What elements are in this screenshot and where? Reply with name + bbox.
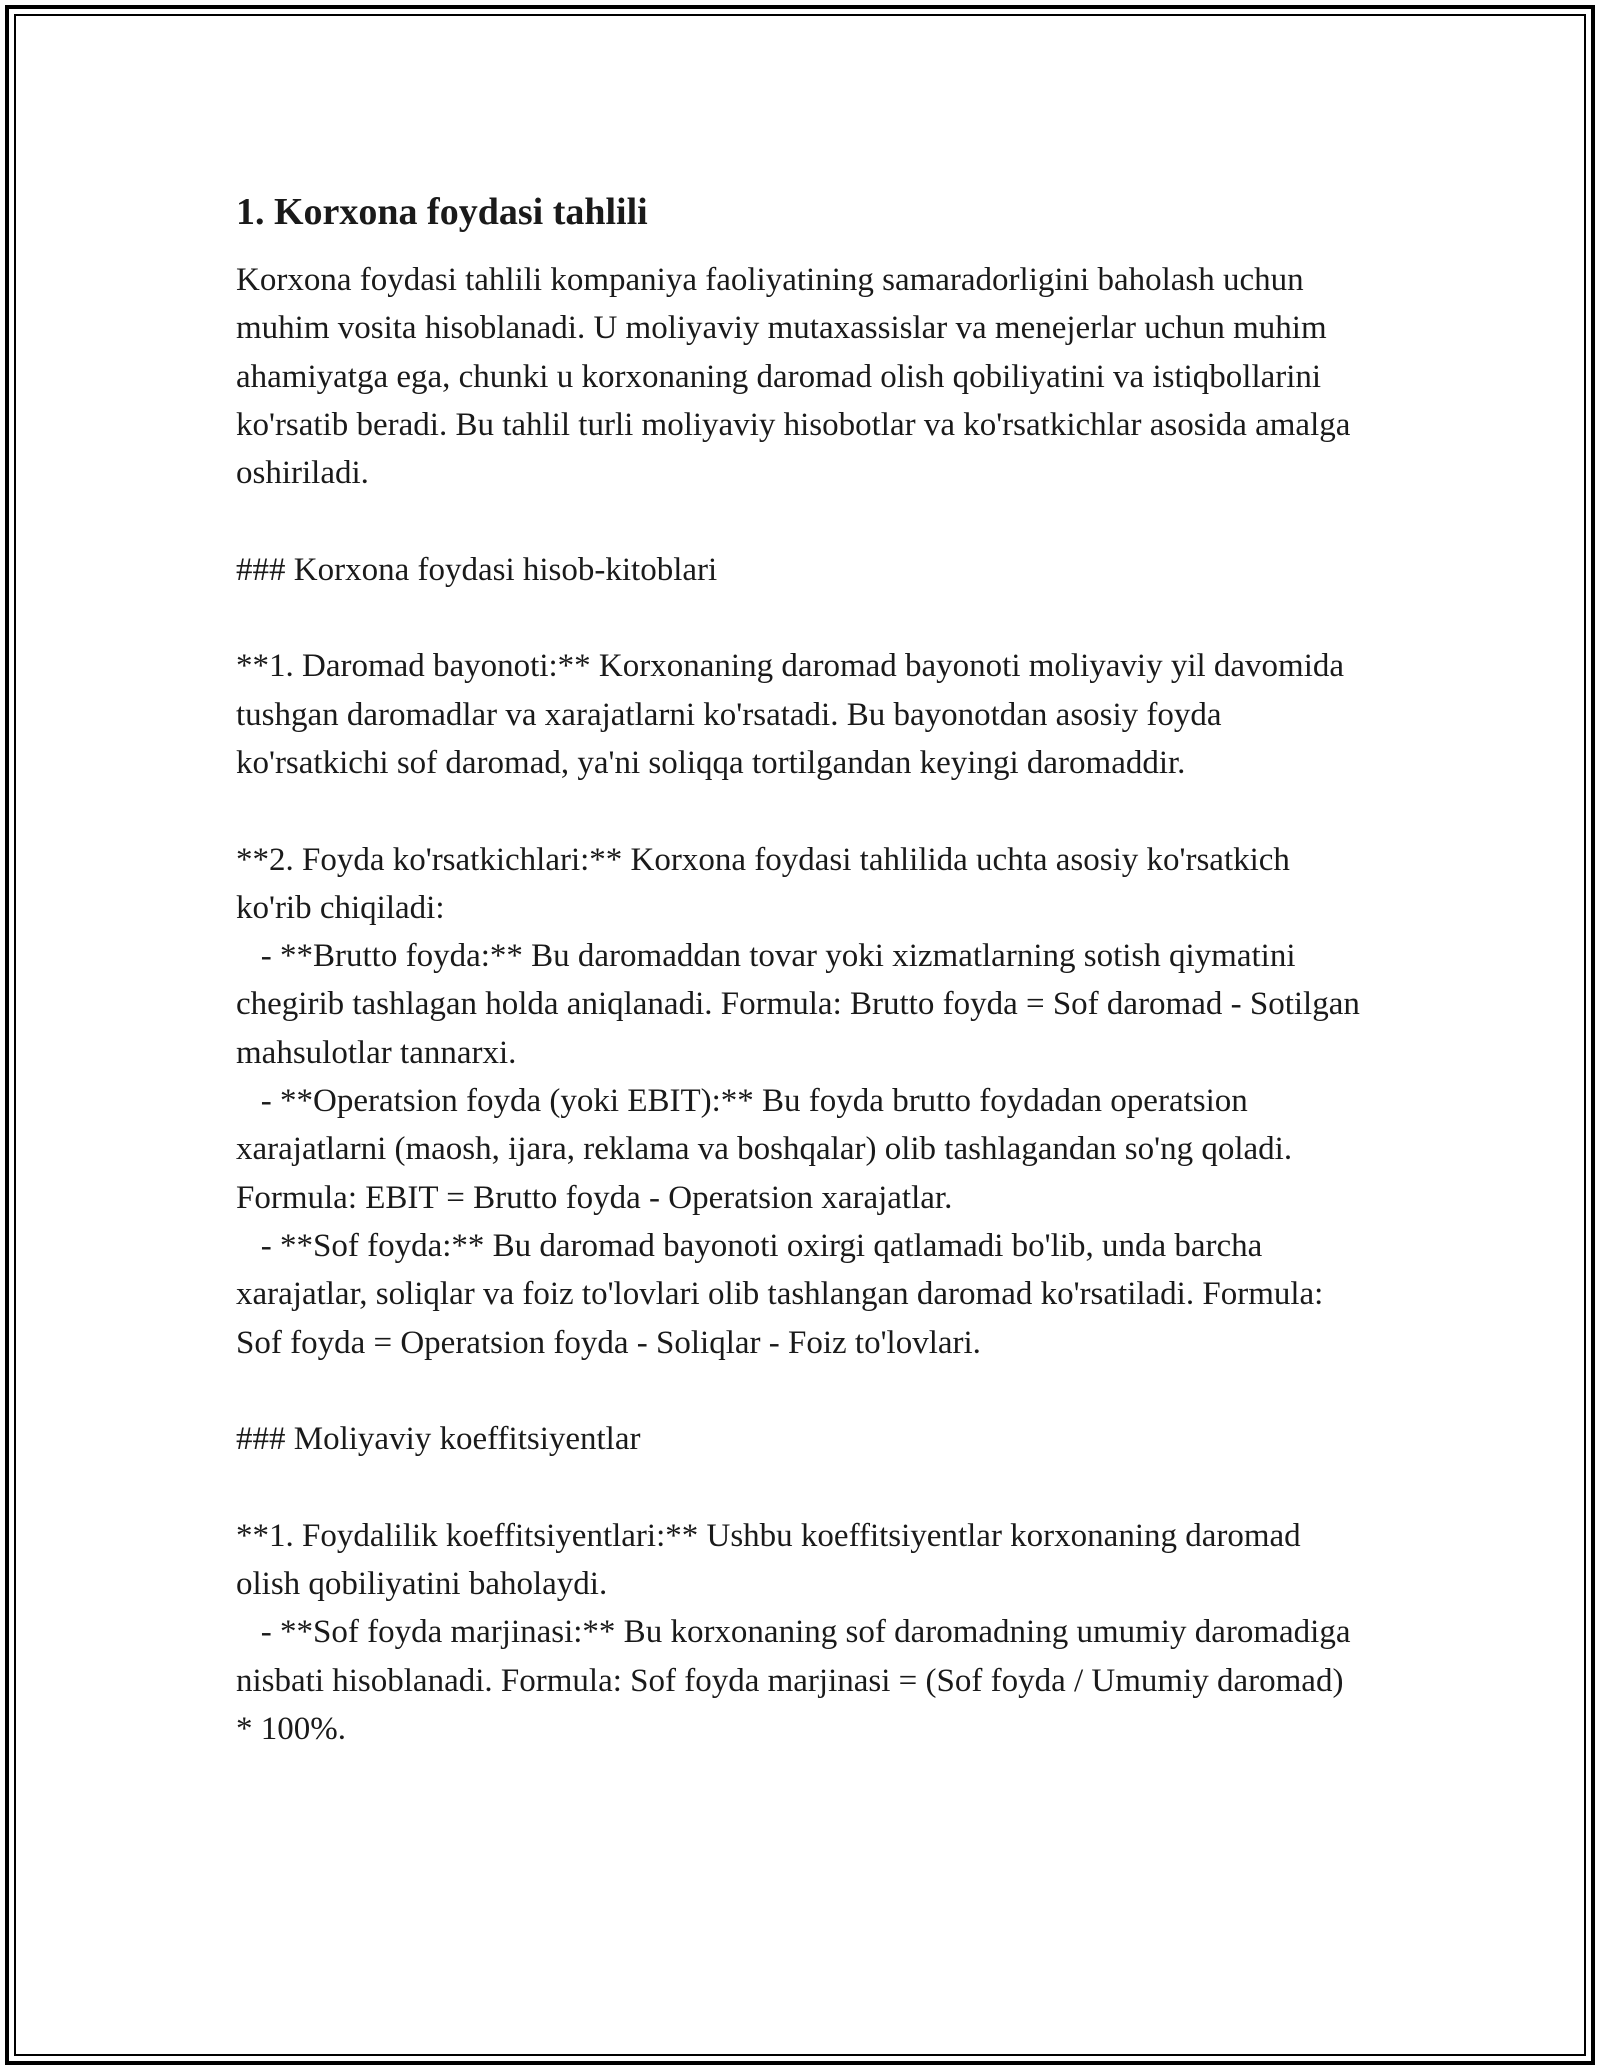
spacer [236, 594, 1366, 642]
section-heading-calculations: ### Korxona foydasi hisob-kitoblari [236, 551, 718, 588]
item-income-statement: **1. Daromad bayonoti:** Korxonaning daromad bayonoti moliyaviy yil davomida tushgan daromadlar va xarajatlarni ko'rsatadi. Bu bayonotdan asosiy foyda ko'rsatkichi sof daromad, ya'ni soliqqa tortilgandan keyingi daromaddir. [236, 648, 1353, 781]
subitem-operating-profit: - **Operatsion foyda (yoki EBIT):** Bu foyda brutto foydadan operatsion xarajatlarni (maosh, ijara, reklama va boshqalar) olib tashlagandan so'ng qoladi. Formula: EBIT = Brutto foyda - Operatsion xarajatlar. [236, 1083, 1301, 1216]
spacer [236, 1463, 1366, 1511]
subitem-net-profit: - **Sof foyda:** Bu daromad bayonoti oxirgi qatlamadi bo'lib, unda barcha xarajatlar, soliqlar va foiz to'lovlari olib tashlangan daromad ko'rsatiladi. Formula: Sof foyda = Operatsion foyda - Soliqlar - Foiz to'lovlari. [236, 1227, 1332, 1361]
spacer [236, 787, 1366, 835]
document-body [236, 188, 1369, 1753]
intro-paragraph: Korxona foydasi tahlili kompaniya faoliyatining samaradorligini baholash uchun muhim vosita hisoblanadi. U moliyaviy mutaxassislar va menejerlar uchun muhim ahamiyatga ega, chunki u korxonaning daromad olish qobiliyatini va istiqbollarini ko'rsatib beradi. Bu tahlil turli moliyaviy hisobotlar va ko'rsatkichlar asosida amalga oshiriladi. [236, 262, 1359, 492]
item-profit-indicators: **2. Foyda ko'rsatkichlari:** Korxona foydasi tahlilida uchta asosiy ko'rsatkich ko'rib chiqiladi: [236, 841, 1299, 926]
subitem-gross-profit: - **Brutto foyda:** Bu daromaddan tovar yoki xizmatlarning sotish qiymatini chegirib tashlagan holda aniqlanadi. Formula: Brutto foyda = Sof daromad - Sotilgan mahsulotlar tannarxi. [236, 938, 1369, 1071]
subitem-net-margin: - **Sof foyda marjinasi:** Bu korxonaning sof daromadning umumiy daromadiga nisbati hisoblanadi. Formula: Sof foyda marjinasi = (Sof foyda / Umumiy daromad) * 100%. [236, 1614, 1359, 1747]
document-title: 1. Korxona foydasi tahlili [236, 191, 648, 233]
item-profitability-ratios: **1. Foydalilik koeffitsiyentlari:** Ushbu koeffitsiyentlar korxonaning daromad olish qobiliyatini baholaydi. [236, 1517, 1309, 1603]
section-heading-ratios: ### Moliyaviy koeffitsiyentlar [236, 1421, 641, 1458]
spacer [236, 1367, 1366, 1415]
spacer [236, 497, 1366, 545]
